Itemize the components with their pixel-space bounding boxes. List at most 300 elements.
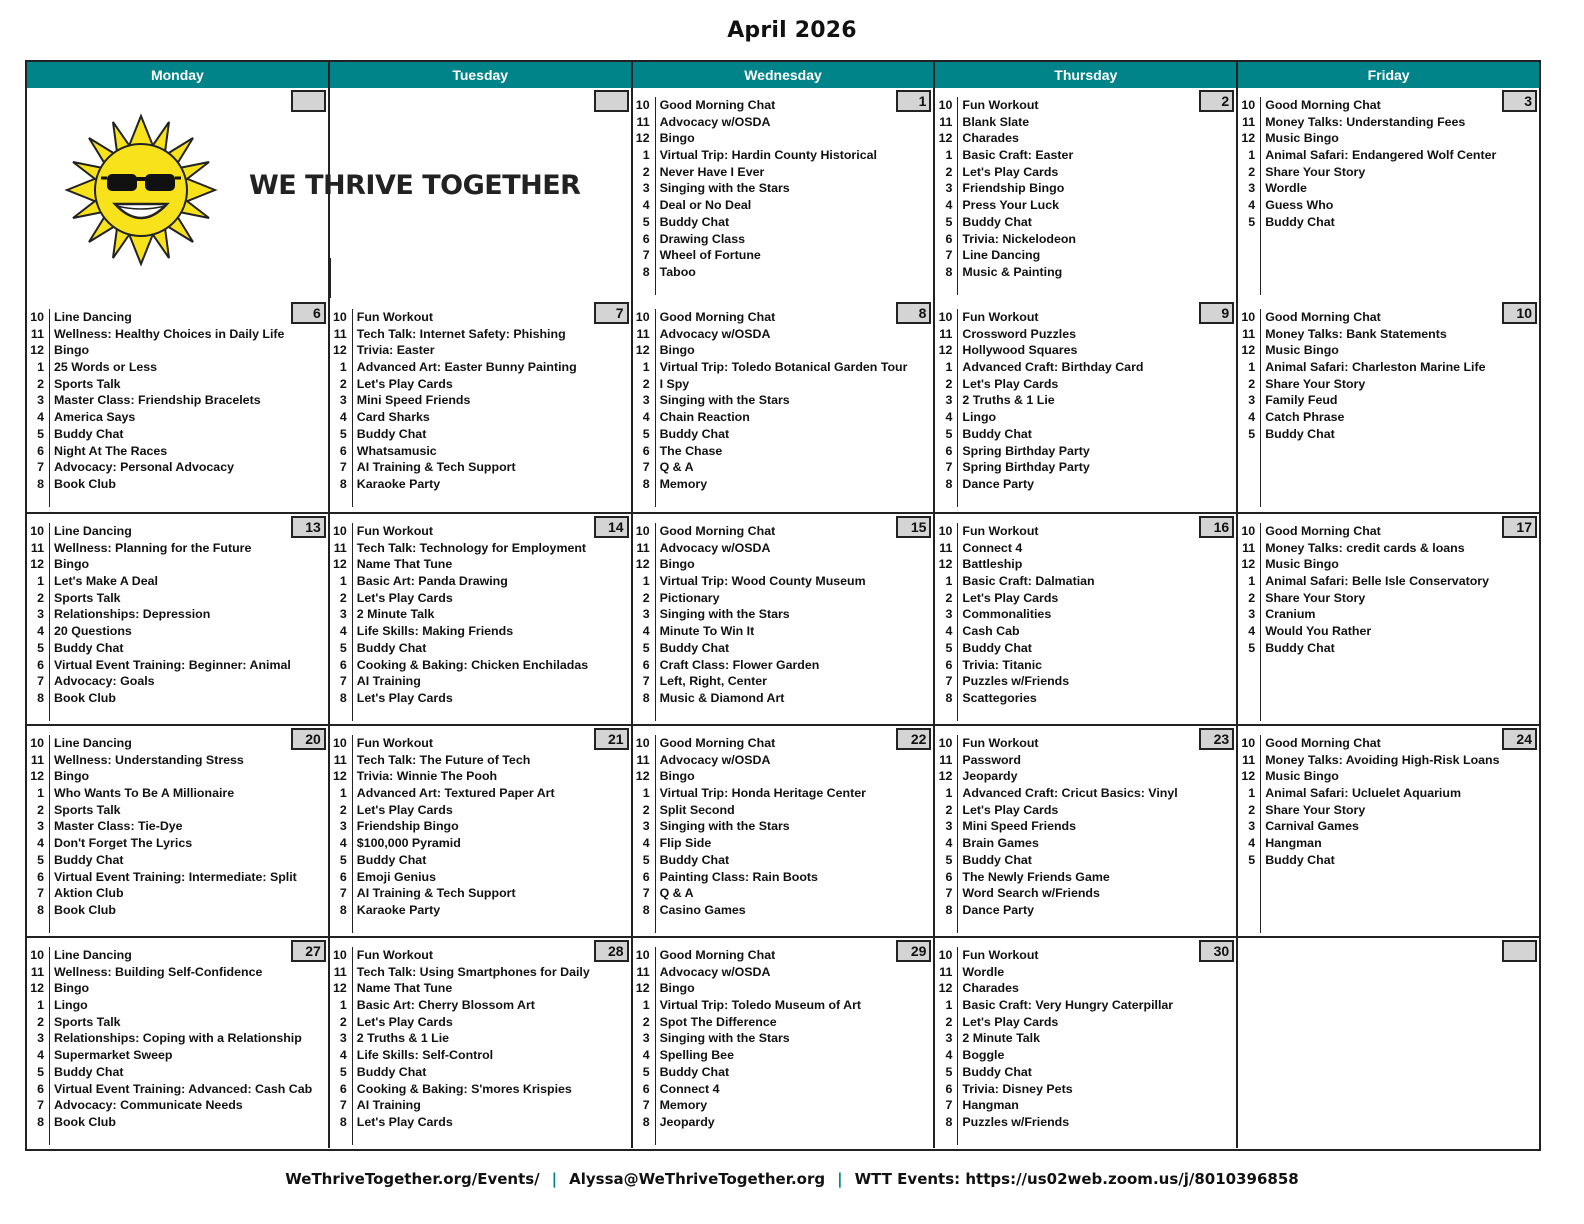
event-time: 6	[945, 1081, 953, 1096]
event-name: Let's Play Cards	[962, 590, 1059, 605]
event-list	[27, 523, 291, 707]
event-time: 2	[37, 802, 44, 817]
day-cell	[27, 300, 328, 512]
event-time: 4	[945, 198, 953, 213]
event-name: Tech Talk: Internet Safety: Phishing	[356, 326, 566, 341]
event-name: Crossword Puzzles	[962, 326, 1076, 341]
day-cell	[933, 300, 1236, 512]
event-name: AI Training	[356, 674, 421, 689]
event-time: 3	[37, 1031, 44, 1046]
day-cell	[1236, 726, 1539, 936]
event-time: 8	[37, 1114, 44, 1129]
event-item	[633, 690, 866, 707]
event-time: 4	[1248, 836, 1256, 851]
event-item	[1238, 197, 1496, 214]
event-item	[633, 785, 866, 802]
event-item	[935, 964, 1173, 981]
event-time: 4	[339, 624, 347, 639]
event-name: Let's Play Cards	[962, 1014, 1059, 1029]
event-item	[633, 623, 866, 640]
event-name: Advocacy: Communicate Needs	[54, 1098, 243, 1113]
calendar-grid	[25, 60, 1541, 1151]
event-item	[27, 342, 284, 359]
event-time: 4	[945, 836, 953, 851]
event-item	[330, 885, 555, 902]
event-item	[1238, 852, 1499, 869]
event-item	[330, 752, 555, 769]
event-item	[1238, 752, 1499, 769]
event-name: Connect 4	[659, 1081, 720, 1096]
event-time: 2	[945, 590, 953, 605]
event-name: Fun Workout	[356, 524, 433, 538]
event-name: Buddy Chat	[356, 640, 427, 655]
event-name: Dance Party	[962, 476, 1035, 491]
event-name: Share Your Story	[1265, 590, 1366, 605]
event-item	[633, 735, 866, 752]
event-name: Let's Play Cards	[962, 376, 1059, 391]
event-name: Battleship	[962, 557, 1023, 572]
day-cell	[328, 726, 631, 936]
event-item	[633, 342, 908, 359]
event-time: 10	[635, 948, 650, 962]
event-item	[330, 309, 577, 326]
event-time: 7	[339, 674, 347, 689]
event-item	[27, 997, 312, 1014]
event-item	[330, 1064, 590, 1081]
event-time: 11	[636, 964, 650, 979]
event-list	[935, 523, 1094, 707]
event-item	[935, 214, 1076, 231]
event-item	[330, 1014, 590, 1031]
weekday-header-row	[27, 62, 1539, 88]
event-time: 5	[642, 1064, 650, 1079]
event-name: Virtual Trip: Toledo Museum of Art	[659, 998, 862, 1013]
event-time: 5	[642, 852, 650, 867]
event-item	[1238, 426, 1485, 443]
event-time: 3	[1248, 393, 1256, 408]
event-time: 2	[37, 590, 44, 605]
event-name: Good Morning Chat	[659, 310, 776, 324]
event-item	[1238, 785, 1499, 802]
event-time: 11	[333, 540, 347, 555]
event-time: 8	[642, 690, 650, 705]
event-item	[935, 409, 1143, 426]
event-item	[633, 264, 877, 281]
event-item	[935, 623, 1094, 640]
event-time: 8	[945, 902, 953, 917]
event-time: 5	[37, 1064, 44, 1079]
day-number: 14	[594, 516, 629, 538]
event-item	[27, 852, 297, 869]
event-name: Who Wants To Be A Millionaire	[54, 786, 235, 801]
event-time: 6	[642, 231, 650, 246]
event-item	[935, 902, 1177, 919]
event-item	[1238, 180, 1496, 197]
event-item	[330, 1097, 590, 1114]
event-name: Good Morning Chat	[659, 98, 776, 112]
event-time: 7	[642, 886, 650, 901]
event-name: Cranium	[1265, 607, 1316, 622]
event-item	[27, 1014, 312, 1031]
day-number: 3	[1502, 90, 1537, 112]
event-name: The Chase	[659, 443, 723, 458]
event-item	[27, 657, 291, 674]
event-name: Fun Workout	[356, 736, 433, 750]
event-item	[1238, 147, 1496, 164]
event-name: Trivia: Winnie The Pooh	[356, 769, 498, 784]
event-item	[935, 735, 1177, 752]
event-item	[633, 606, 866, 623]
event-name: Drawing Class	[659, 231, 745, 246]
weekday-header: Friday	[1236, 62, 1539, 88]
event-item	[633, 130, 877, 147]
event-item	[935, 247, 1076, 264]
event-time: 12	[30, 981, 44, 996]
event-time: 7	[945, 1098, 953, 1113]
event-item	[935, 459, 1143, 476]
event-time: 2	[339, 802, 347, 817]
event-name: Wellness: Healthy Choices in Daily Life	[54, 326, 285, 341]
event-name: Trivia: Disney Pets	[962, 1081, 1073, 1096]
event-time: 12	[333, 343, 347, 358]
event-time: 6	[37, 869, 44, 884]
event-name: Music & Diamond Art	[659, 690, 785, 705]
event-list	[330, 735, 555, 919]
event-name: Virtual Trip: Wood County Museum	[659, 574, 866, 589]
weeks-container	[27, 88, 1539, 1148]
event-item	[1238, 768, 1499, 785]
event-name: Mini Speed Friends	[356, 393, 471, 408]
event-name: Virtual Event Training: Beginner: Animal	[54, 657, 291, 672]
event-item	[330, 947, 590, 964]
day-cell	[933, 726, 1236, 936]
event-time: 5	[1248, 852, 1256, 867]
event-item	[330, 459, 577, 476]
event-item	[1238, 130, 1496, 147]
day-number: 28	[594, 940, 629, 962]
event-time: 10	[938, 98, 953, 112]
event-name: Tech Talk: The Future of Tech	[356, 752, 531, 767]
event-time: 11	[30, 326, 44, 341]
event-time: 12	[1241, 557, 1256, 572]
event-time: 4	[339, 1048, 347, 1063]
event-item	[633, 768, 866, 785]
event-time: 11	[1242, 752, 1256, 767]
event-time: 8	[642, 264, 650, 279]
event-name: Deal or No Deal	[659, 198, 752, 213]
event-name: Minute To Win It	[659, 624, 755, 639]
event-name: Singing with the Stars	[659, 607, 790, 622]
event-time: 1	[1248, 574, 1256, 589]
event-name: Sports Talk	[54, 802, 121, 817]
event-item	[935, 231, 1076, 248]
footer-separator: |	[551, 1170, 558, 1188]
event-item	[633, 902, 866, 919]
event-time: 6	[37, 1081, 44, 1096]
event-time: 4	[37, 836, 44, 851]
event-time: 1	[945, 360, 953, 375]
event-time: 8	[945, 1114, 953, 1129]
event-item	[935, 326, 1143, 343]
event-item	[27, 640, 291, 657]
event-list	[27, 947, 312, 1131]
event-name: Let's Play Cards	[962, 164, 1059, 179]
event-item	[1238, 214, 1496, 231]
event-name: Bingo	[54, 557, 90, 572]
event-list	[1238, 735, 1499, 869]
event-item	[27, 690, 291, 707]
event-name: Bingo	[659, 131, 695, 146]
event-name: Q & A	[659, 460, 694, 475]
day-number: 29	[896, 940, 931, 962]
event-name: AI Training	[356, 1098, 421, 1113]
event-item	[27, 818, 297, 835]
event-name: Advocacy w/OSDA	[659, 326, 771, 341]
event-name: Bingo	[659, 769, 695, 784]
event-name: 20 Questions	[54, 624, 132, 639]
event-item	[330, 997, 590, 1014]
event-name: Would You Rather	[1265, 624, 1372, 639]
day-number: 1	[896, 90, 931, 112]
event-name: Line Dancing	[54, 736, 132, 750]
event-name: Basic Art: Cherry Blossom Art	[356, 998, 535, 1013]
event-item	[330, 835, 555, 852]
event-time: 10	[938, 524, 953, 538]
event-name: Basic Art: Panda Drawing	[356, 574, 508, 589]
event-name: Cooking & Baking: Chicken Enchiladas	[356, 657, 589, 672]
event-item	[633, 523, 866, 540]
event-item	[1238, 376, 1485, 393]
event-name: Good Morning Chat	[1265, 310, 1381, 324]
event-time: 2	[945, 376, 953, 391]
day-cell	[1236, 300, 1539, 512]
event-time: 10	[1241, 736, 1256, 750]
event-item	[935, 802, 1177, 819]
event-item	[330, 1030, 590, 1047]
event-item	[330, 342, 577, 359]
event-time: 1	[642, 574, 650, 589]
event-item	[633, 426, 908, 443]
event-name: Buddy Chat	[962, 214, 1032, 229]
event-item	[27, 835, 297, 852]
event-item	[935, 690, 1094, 707]
event-time: 10	[938, 310, 953, 324]
day-number: 15	[896, 516, 931, 538]
event-item	[935, 342, 1143, 359]
event-time: 7	[945, 674, 953, 689]
day-number: 7	[594, 302, 629, 324]
event-time: 1	[945, 786, 953, 801]
day-number	[1502, 940, 1537, 962]
event-time: 12	[635, 131, 650, 146]
event-item	[935, 359, 1143, 376]
event-name: Master Class: Tie-Dye	[54, 819, 183, 834]
event-name: Lingo	[54, 998, 88, 1013]
event-name: Music Bingo	[1265, 769, 1339, 784]
event-name: Name That Tune	[356, 981, 453, 996]
event-item	[935, 869, 1177, 886]
event-item	[330, 590, 588, 607]
event-time: 1	[1248, 148, 1256, 163]
event-item	[935, 309, 1143, 326]
event-time: 1	[37, 574, 44, 589]
brand-name: WE THRIVE TOGETHER	[249, 170, 581, 201]
event-time: 6	[37, 657, 44, 672]
event-time: 5	[642, 426, 650, 441]
event-item	[27, 802, 297, 819]
event-name: Buddy Chat	[1265, 852, 1335, 867]
event-item	[633, 1114, 861, 1131]
event-time: 3	[945, 181, 953, 196]
event-time: 1	[642, 148, 650, 163]
event-time: 10	[333, 948, 347, 962]
event-time: 4	[1248, 198, 1256, 213]
event-name: Advocacy w/OSDA	[659, 540, 771, 555]
event-name: Animal Safari: Endangered Wolf Center	[1265, 148, 1497, 163]
event-item	[633, 164, 877, 181]
event-name: Hangman	[1265, 836, 1322, 851]
event-time: 12	[30, 343, 44, 358]
day-cell	[27, 88, 581, 300]
event-name: Jeopardy	[659, 1114, 715, 1129]
cell-divider	[330, 258, 331, 298]
event-time: 7	[642, 674, 650, 689]
event-time: 12	[1241, 769, 1256, 784]
event-time: 8	[37, 476, 44, 491]
event-time: 1	[339, 360, 347, 375]
event-item	[330, 964, 590, 981]
event-name: Spelling Bee	[659, 1048, 734, 1063]
event-time: 5	[37, 852, 44, 867]
event-item	[935, 164, 1076, 181]
event-name: Master Class: Friendship Bracelets	[54, 393, 261, 408]
event-time: 11	[636, 326, 650, 341]
event-item	[633, 852, 866, 869]
event-item	[27, 359, 284, 376]
event-name: Guess Who	[1265, 198, 1334, 213]
event-name: Music Bingo	[1265, 343, 1339, 358]
event-item	[633, 540, 866, 557]
event-time: 10	[635, 524, 650, 538]
event-time: 1	[1248, 360, 1256, 375]
event-name: Advanced Craft: Cricut Basics: Vinyl	[962, 786, 1178, 801]
event-time: 7	[37, 1098, 44, 1113]
event-item	[27, 869, 297, 886]
event-time: 6	[642, 443, 650, 458]
event-name: Buddy Chat	[962, 852, 1032, 867]
event-time: 10	[333, 736, 347, 750]
event-name: Memory	[659, 476, 708, 491]
event-time: 4	[1248, 624, 1256, 639]
event-name: Buddy Chat	[54, 1064, 124, 1079]
event-list	[330, 947, 590, 1131]
event-name: Good Morning Chat	[659, 948, 776, 962]
event-time: 1	[945, 998, 953, 1013]
event-name: Line Dancing	[54, 948, 132, 962]
event-list	[330, 309, 577, 493]
event-item	[633, 459, 908, 476]
event-item	[935, 1030, 1173, 1047]
event-item	[27, 902, 297, 919]
event-name: Emoji Genius	[356, 869, 436, 884]
event-item	[330, 980, 590, 997]
event-item	[633, 964, 861, 981]
day-number: 13	[291, 516, 326, 538]
event-name: Left, Right, Center	[659, 674, 767, 689]
event-time: 12	[635, 981, 650, 996]
event-item	[633, 1064, 861, 1081]
event-name: Night At The Races	[54, 443, 168, 458]
event-name: Virtual Trip: Toledo Botanical Garden Tour	[659, 360, 908, 375]
event-time: 11	[1242, 540, 1256, 555]
event-name: Buddy Chat	[659, 1064, 730, 1079]
event-time: 3	[339, 393, 347, 408]
event-item	[1238, 573, 1489, 590]
event-item	[935, 147, 1076, 164]
event-name: AI Training & Tech Support	[356, 460, 516, 475]
event-time: 2	[339, 1014, 347, 1029]
event-name: Music & Painting	[962, 264, 1063, 279]
day-cell	[1236, 88, 1539, 300]
event-time: 4	[642, 836, 650, 851]
event-name: Book Club	[54, 690, 116, 705]
event-time: 6	[642, 1081, 650, 1096]
event-item	[27, 1114, 312, 1131]
event-name: 2 Truths & 1 Lie	[962, 393, 1055, 408]
event-item	[633, 818, 866, 835]
event-item	[633, 573, 866, 590]
event-name: Share Your Story	[1265, 376, 1366, 391]
day-number: 17	[1502, 516, 1537, 538]
event-time: 11	[939, 540, 953, 555]
event-item	[935, 1064, 1173, 1081]
event-list	[935, 735, 1177, 919]
event-name: Good Morning Chat	[1265, 736, 1381, 750]
event-time: 2	[1248, 590, 1256, 605]
event-item	[330, 818, 555, 835]
event-item	[1238, 735, 1499, 752]
event-item	[633, 869, 866, 886]
event-item	[633, 1030, 861, 1047]
event-time: 10	[635, 310, 650, 324]
event-item	[27, 623, 291, 640]
event-name: Carnival Games	[1265, 819, 1359, 834]
event-time: 6	[642, 657, 650, 672]
event-name: Fun Workout	[962, 524, 1039, 538]
event-list	[935, 97, 1076, 281]
event-name: Hangman	[962, 1098, 1019, 1113]
event-time: 2	[945, 802, 953, 817]
event-item	[330, 869, 555, 886]
event-item	[935, 97, 1076, 114]
event-name: Spring Birthday Party	[962, 443, 1090, 458]
event-name: Wheel of Fortune	[659, 248, 761, 263]
event-name: Money Talks: Understanding Fees	[1265, 114, 1466, 129]
event-item	[330, 409, 577, 426]
event-name: Line Dancing	[54, 310, 132, 324]
event-time: 3	[37, 607, 44, 622]
event-name: Virtual Trip: Hardin County Historical	[659, 148, 877, 163]
event-item	[330, 359, 577, 376]
event-name: Mini Speed Friends	[962, 819, 1076, 834]
event-name: Jeopardy	[962, 769, 1018, 784]
event-name: Connect 4	[962, 540, 1023, 555]
event-item	[633, 556, 866, 573]
event-time: 8	[37, 902, 44, 917]
event-name: 2 Minute Talk	[356, 607, 435, 622]
event-item	[633, 885, 866, 902]
event-time: 3	[945, 607, 953, 622]
